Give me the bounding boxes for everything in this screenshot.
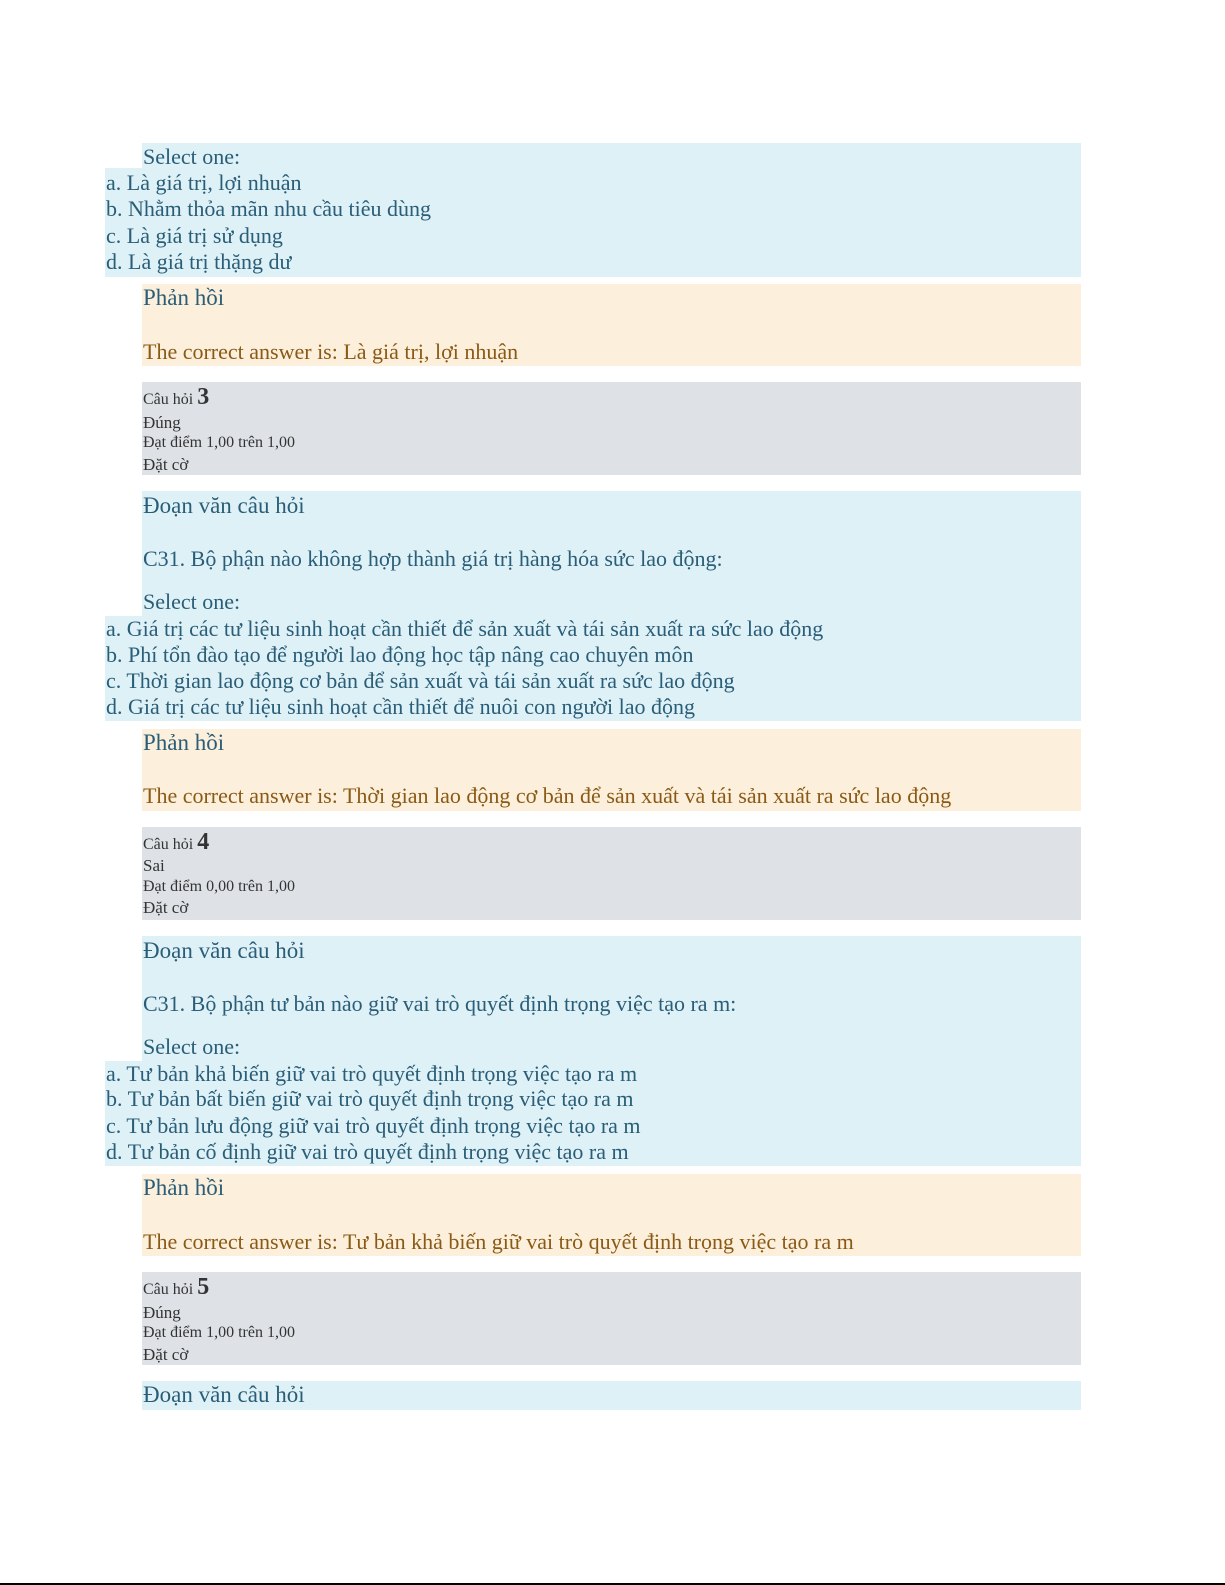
q5-text-title: Đoạn văn câu hỏi [143, 1382, 305, 1407]
q3-text-title: Đoạn văn câu hỏi [143, 493, 305, 518]
q3-select-label: Select one: [143, 589, 241, 614]
q4-number: 4 [197, 829, 210, 855]
q3-feedback-text: The correct answer is: Thời gian lao động cơ bản để sản xuất và tái sản xuất ra sức lao động [143, 783, 952, 808]
q2-option-d[interactable]: d. Là giá trị thặng dư [106, 249, 292, 274]
q4-label: Câu hỏi [143, 836, 194, 853]
q4-flag-link[interactable]: Đặt cờ [143, 898, 189, 917]
q4-heading [143, 830, 209, 854]
q2-feedback-title: Phản hồi [143, 285, 225, 310]
q2-feedback-text: The correct answer is: Là giá trị, lợi nhuận [143, 339, 519, 364]
q4-option-c[interactable]: c. Tư bản lưu động giữ vai trò quyết định trọng việc tạo ra m [106, 1113, 641, 1138]
q4-text-title: Đoạn văn câu hỏi [143, 938, 305, 963]
q3-feedback-title: Phản hồi [143, 730, 225, 755]
q5-flag-link[interactable]: Đặt cờ [143, 1345, 189, 1364]
q4-status: Sai [143, 856, 165, 875]
q4-score: Đạt điểm 0,00 trên 1,00 [143, 878, 295, 895]
q4-feedback-text: The correct answer is: Tư bản khả biến giữ vai trò quyết định trọng việc tạo ra m [143, 1229, 854, 1254]
q5-status: Đúng [143, 1303, 181, 1322]
q3-question: C31. Bộ phận nào không hợp thành giá trị hàng hóa sức lao động: [143, 546, 723, 571]
q4-option-d[interactable]: d. Tư bản cố định giữ vai trò quyết định trọng việc tạo ra m [106, 1139, 629, 1164]
q3-status: Đúng [143, 413, 181, 432]
q3-option-c[interactable]: c. Thời gian lao động cơ bản để sản xuất và tái sản xuất ra sức lao động [106, 668, 735, 693]
q5-heading [143, 1275, 209, 1299]
q5-label: Câu hỏi [143, 1281, 194, 1298]
q3-option-b[interactable]: b. Phí tổn đào tạo để người lao động học tập nâng cao chuyên môn [106, 642, 694, 667]
q4-option-a[interactable]: a. Tư bản khả biến giữ vai trò quyết định trọng việc tạo ra m [106, 1061, 638, 1086]
q3-label: Câu hỏi [143, 391, 194, 408]
q4-option-b[interactable]: b. Tư bản bất biến giữ vai trò quyết định trọng việc tạo ra m [106, 1086, 634, 1111]
q5-score: Đạt điểm 1,00 trên 1,00 [143, 1324, 295, 1341]
q5-info-panel [142, 1272, 1081, 1365]
q4-select-label: Select one: [143, 1034, 241, 1059]
q5-number: 5 [197, 1274, 210, 1300]
q3-heading [143, 385, 209, 409]
q3-number: 3 [197, 384, 210, 410]
q4-feedback-title: Phản hồi [143, 1175, 225, 1200]
q2-option-a[interactable]: a. Là giá trị, lợi nhuận [106, 170, 302, 195]
q3-info-panel [142, 382, 1081, 475]
q4-info-panel [142, 827, 1081, 920]
q2-option-c[interactable]: c. Là giá trị sử dụng [106, 223, 283, 248]
q3-flag-link[interactable]: Đặt cờ [143, 455, 189, 474]
q3-option-d[interactable]: d. Giá trị các tư liệu sinh hoạt cần thiết để nuôi con người lao động [106, 694, 696, 719]
q3-option-a[interactable]: a. Giá trị các tư liệu sinh hoạt cần thiết để sản xuất và tái sản xuất ra sức lao động [106, 616, 824, 641]
q2-select-label: Select one: [143, 144, 241, 169]
q4-question: C31. Bộ phận tư bản nào giữ vai trò quyết định trọng việc tạo ra m: [143, 991, 737, 1016]
q2-option-b[interactable]: b. Nhằm thỏa mãn nhu cầu tiêu dùng [106, 196, 432, 221]
q3-score: Đạt điểm 1,00 trên 1,00 [143, 434, 295, 451]
